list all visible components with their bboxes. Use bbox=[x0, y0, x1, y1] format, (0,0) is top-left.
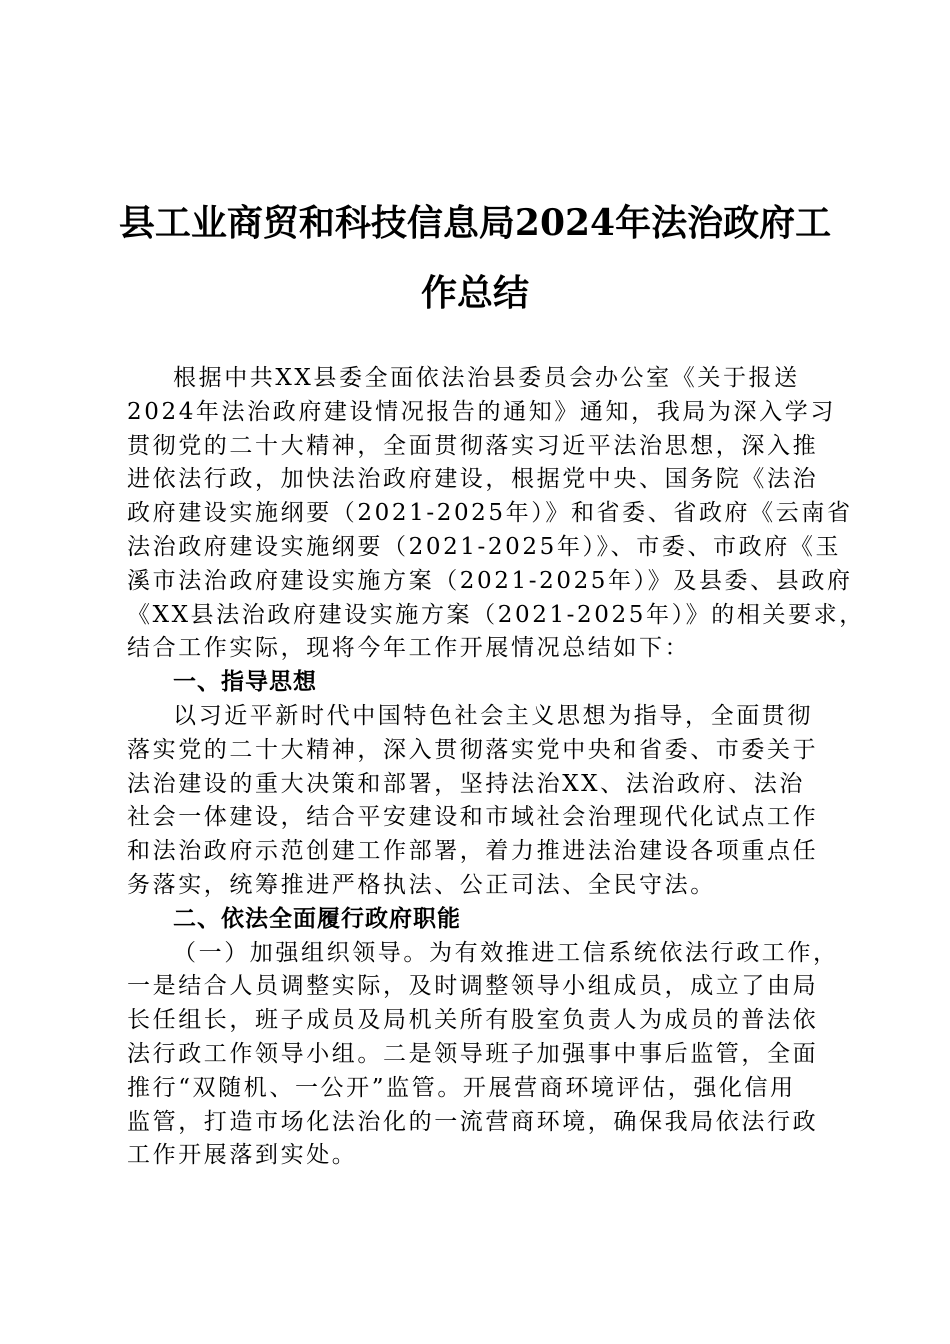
section-heading: 一、指导思想 bbox=[173, 669, 317, 696]
paragraph-line: 结合工作实际，现将今年工作开展情况总结如下： bbox=[127, 635, 691, 662]
paragraph-line: 一是结合人员调整实际，及时调整领导小组成员，成立了由局 bbox=[127, 973, 819, 1000]
paragraph-line: 社会一体建设，结合平安建设和市域社会治理现代化试点工作 bbox=[127, 804, 819, 831]
paragraph-line: 《XX县法治政府建设实施方案（2021-2025年）》的相关要求， bbox=[127, 601, 865, 628]
paragraph-line: 政府建设实施纲要（2021-2025年）》和省委、省政府《云南省 bbox=[127, 500, 853, 527]
document-title-line-2: 作总结 bbox=[420, 272, 529, 314]
paragraph-line: 贯彻党的二十大精神，全面贯彻落实习近平法治思想，深入推 bbox=[127, 432, 819, 459]
paragraph-line: 2024年法治政府建设情况报告的通知》通知，我局为深入学习 bbox=[127, 398, 836, 425]
paragraph-line: 推行“双随机、一公开”监管。开展营商环境评估，强化信用 bbox=[127, 1074, 796, 1101]
paragraph-line: 工作开展落到实处。 bbox=[127, 1142, 358, 1169]
paragraph-line: 法行政工作领导小组。二是领导班子加强事中事后监管，全面 bbox=[127, 1040, 819, 1067]
paragraph-line: 落实党的二十大精神，深入贯彻落实党中央和省委、市委关于 bbox=[127, 736, 819, 763]
paragraph-line: 溪市法治政府建设实施方案（2021-2025年）》及县委、县政府 bbox=[127, 567, 853, 594]
paragraph-line: 法治建设的重大决策和部署，坚持法治XX、法治政府、法治 bbox=[127, 770, 805, 797]
paragraph-line: 务落实，统筹推进严格执法、公正司法、全民守法。 bbox=[127, 871, 716, 898]
paragraph-line: 以习近平新时代中国特色社会主义思想为指导，全面贯彻 bbox=[173, 702, 813, 729]
paragraph-line: 长任组长，班子成员及局机关所有股室负责人为成员的普法依 bbox=[127, 1007, 819, 1034]
document-title-line-1: 县工业商贸和科技信息局2024年法治政府工 bbox=[118, 202, 832, 244]
document-body bbox=[127, 362, 865, 1173]
paragraph-line: 监管，打造市场化法治化的一流营商环境，确保我局依法行政 bbox=[127, 1108, 819, 1135]
paragraph-line: 进依法行政，加快法治政府建设，根据党中央、国务院《法治 bbox=[127, 466, 819, 493]
paragraph-line: 根据中共XX县委全面依法治县委员会办公室《关于报送 bbox=[173, 365, 800, 391]
paragraph-line: （一）加强组织领导。为有效推进工信系统依法行政工作， bbox=[173, 939, 839, 966]
paragraph-line: 和法治政府示范创建工作部署，着力推进法治建设各项重点任 bbox=[127, 838, 819, 865]
section-heading: 二、依法全面履行政府职能 bbox=[173, 905, 461, 932]
paragraph-line: 法治政府建设实施纲要（2021-2025年）》、市委、市政府《玉 bbox=[127, 533, 842, 560]
